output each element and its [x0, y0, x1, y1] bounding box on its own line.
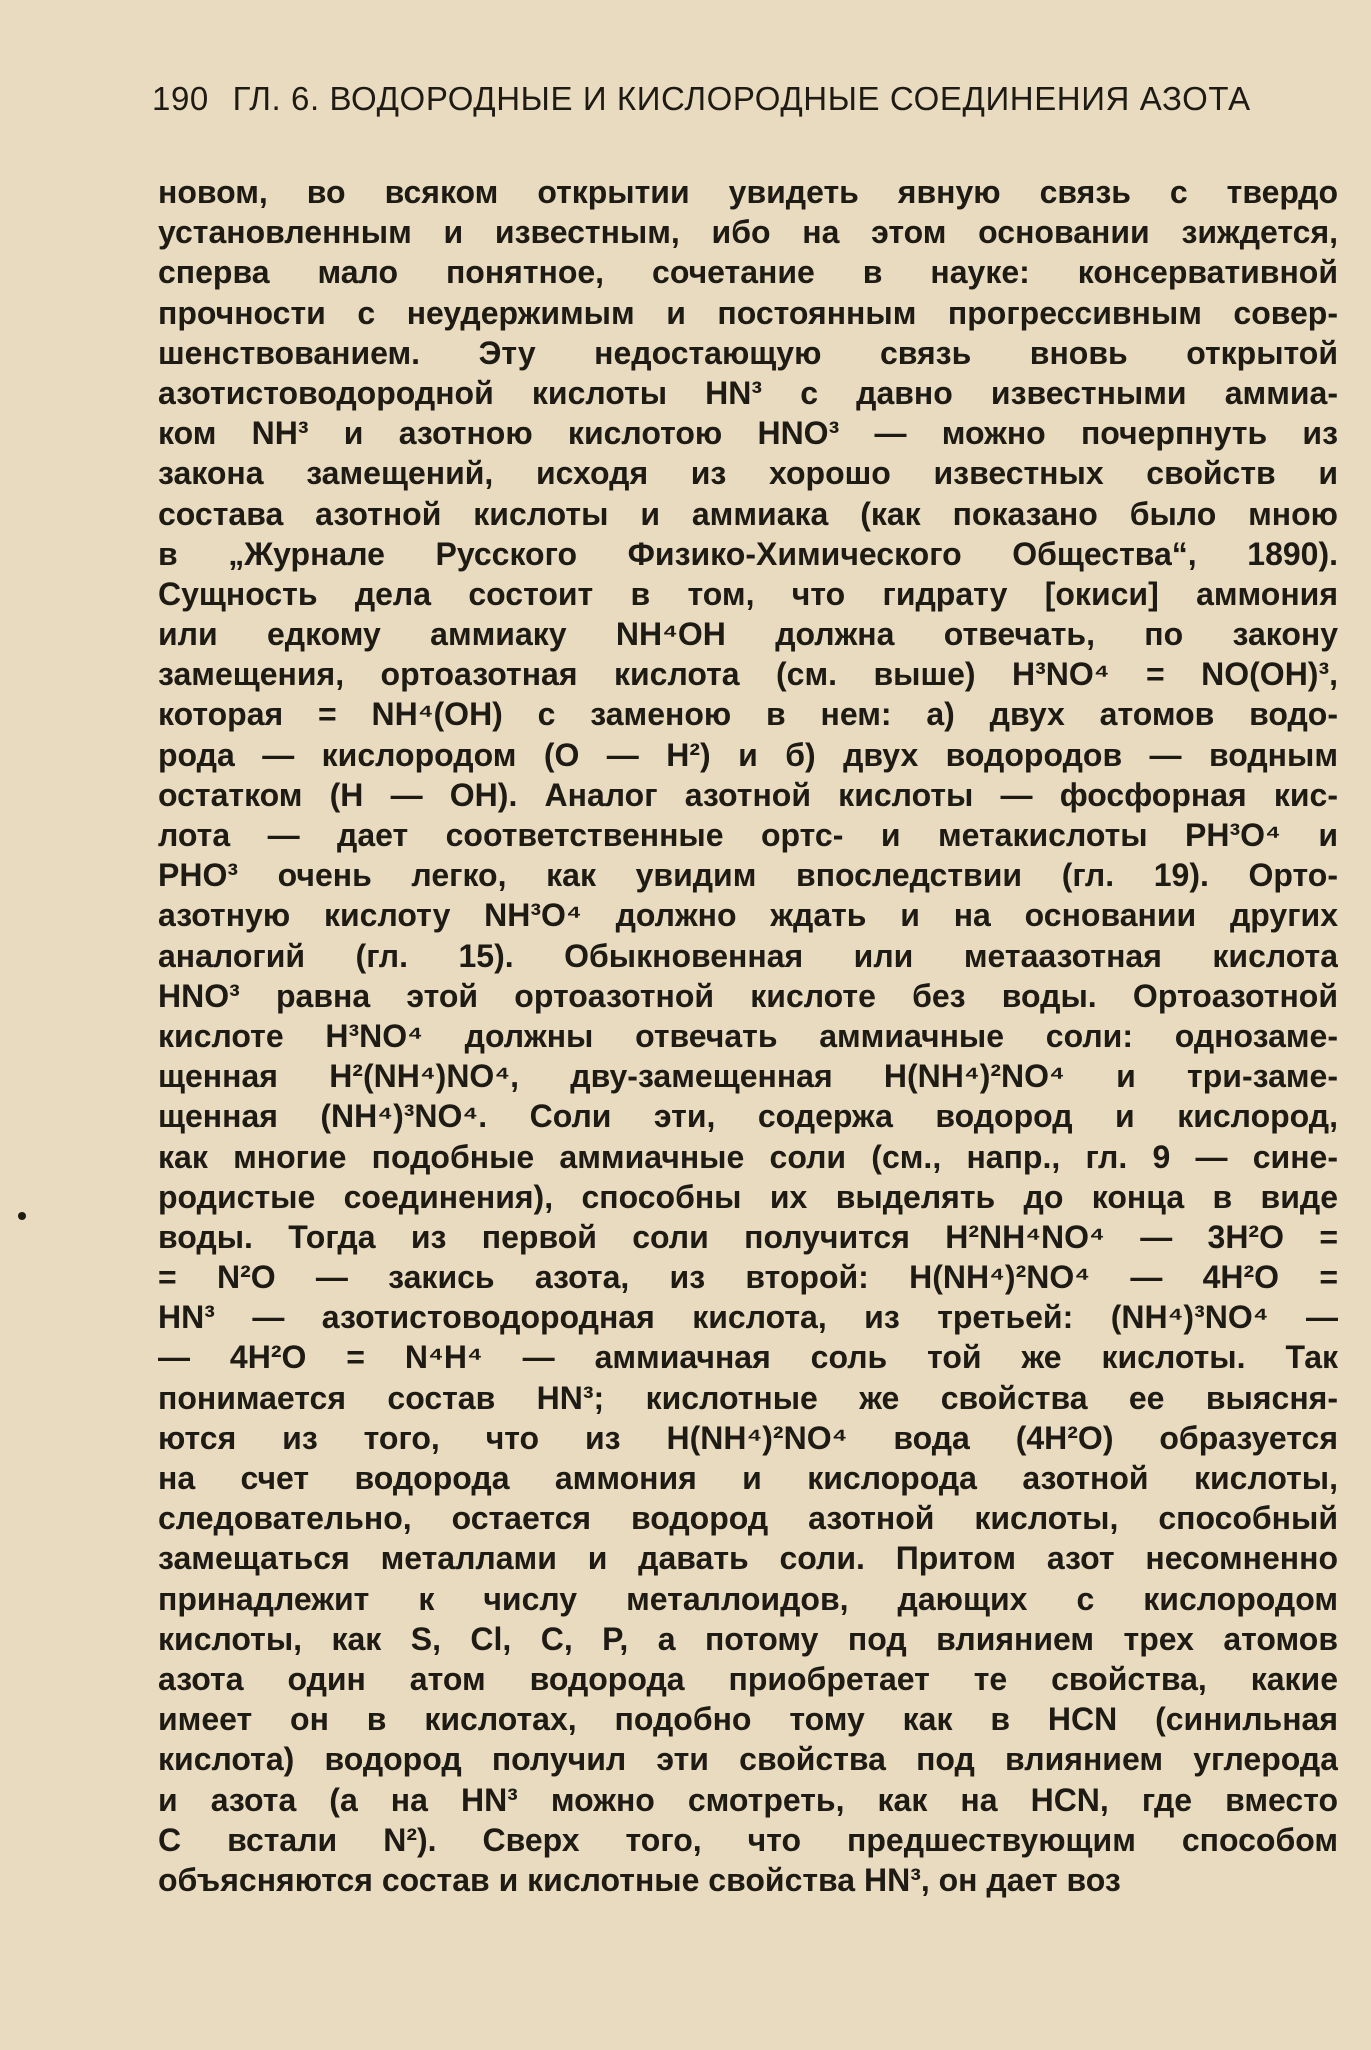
- text-line: прочности с неудержимым и постоянным прогрессивным совер-: [158, 294, 1338, 331]
- text-line: Сущность дела состоит в том, что гидрату [окиси] аммония: [158, 575, 1338, 612]
- text-line: родистые соединения), способны их выделять до конца в виде: [158, 1178, 1338, 1215]
- text-line: или едкому аммиаку NH⁴OH должна отвечать, по закону: [158, 616, 1338, 653]
- text-line: сперва мало понятное, сочетание в науке: консервативной: [158, 254, 1338, 291]
- text-line: шенствованием. Эту недостающую связь вновь открытой: [158, 334, 1338, 371]
- text-line: в „Журнале Русского Физико-Химического Общества“, 1890).: [158, 535, 1338, 572]
- text-line: щенная (NH⁴)³NO⁴. Соли эти, содержа водород и кислород,: [158, 1098, 1338, 1135]
- text-line: понимается состав HN³; кислотные же свойства ее выясня-: [158, 1379, 1338, 1416]
- text-line: кислоты, как S, Cl, C, P, а потому под влиянием трех атомов: [158, 1620, 1338, 1657]
- text-line: HN³ — азотистоводородная кислота, из третьей: (NH⁴)³NO⁴ —: [158, 1299, 1338, 1336]
- text-line: закона замещений, исходя из хорошо известных свойств и: [158, 455, 1338, 492]
- text-line: = N²O — закись азота, из второй: H(NH⁴)²NO⁴ — 4H²O =: [158, 1259, 1338, 1296]
- text-line: объясняются состав и кислотные свойства HN³, он дает воз: [158, 1861, 1121, 1898]
- text-line: — 4H²O = N⁴H⁴ — аммиачная соль той же кислоты. Так: [158, 1339, 1338, 1376]
- text-line: C встали N²). Сверх того, что предшествующим способом: [158, 1821, 1338, 1858]
- page-header: [152, 80, 1337, 118]
- margin-dot: [18, 1212, 26, 1220]
- text-line: рода — кислородом (O — H²) и б) двух водородов — водным: [158, 736, 1338, 773]
- text-line: аналогий (гл. 15). Обыкновенная или метаазотная кислота: [158, 937, 1338, 974]
- text-line: остатком (H — OH). Аналог азотной кислоты — фосфорная кис-: [158, 776, 1338, 813]
- text-line: воды. Тогда из первой соли получится H²NH⁴NO⁴ — 3H²O =: [158, 1218, 1338, 1255]
- text-line: которая = NH⁴(OH) с заменою в нем: а) двух атомов водо-: [158, 696, 1338, 733]
- text-line: состава азотной кислоты и аммиака (как показано было мною: [158, 495, 1338, 532]
- text-line: новом, во всяком открытии увидеть явную связь с твердо: [158, 174, 1338, 210]
- text-line: азотную кислоту NH³O⁴ должно ждать и на основании других: [158, 897, 1338, 934]
- text-line: азота один атом водорода приобретает те свойства, какие: [158, 1660, 1338, 1697]
- text-line: азотистоводородной кислоты HN³ с давно известными аммиа-: [158, 374, 1338, 411]
- text-line: следовательно, остается водород азотной кислоты, способный: [158, 1500, 1338, 1537]
- page-number: 190: [152, 80, 209, 117]
- text-line: на счет водорода аммония и кислорода азотной кислоты,: [158, 1460, 1338, 1496]
- text-line: HNO³ равна этой ортоазотной кислоте без воды. Ортоазотной: [158, 977, 1338, 1014]
- text-line: и азота (а на HN³ можно смотреть, как на HCN, где вместо: [158, 1781, 1338, 1818]
- running-title: ГЛ. 6. ВОДОРОДНЫЕ И КИСЛОРОДНЫЕ СОЕДИНЕНИЯ АЗОТА: [232, 80, 1251, 117]
- text-line: ком NH³ и азотною кислотою HNO³ — можно почерпнуть из: [158, 415, 1338, 452]
- text-line: замещения, ортоазотная кислота (см. выше) H³NO⁴ = NO(OH)³,: [158, 656, 1338, 693]
- text-line: щенная H²(NH⁴)NO⁴, дву-замещенная H(NH⁴)²NO⁴ и три-заме-: [158, 1058, 1338, 1095]
- text-line: ются из того, что из H(NH⁴)²NO⁴ вода (4H²O) образуется: [158, 1419, 1338, 1456]
- text-line: лота — дает соответственные ортс- и метакислоты PH³O⁴ и: [158, 817, 1338, 853]
- text-line: установленным и известным, ибо на этом основании зиждется,: [158, 214, 1338, 251]
- text-line: замещаться металлами и давать соли. Притом азот несомненно: [158, 1540, 1338, 1577]
- text-line: имеет он в кислотах, подобно тому как в HCN (синильная: [158, 1701, 1338, 1738]
- text-line: принадлежит к числу металлоидов, дающих с кислородом: [158, 1580, 1338, 1617]
- text-line: кислота) водород получил эти свойства под влиянием углерода: [158, 1741, 1338, 1778]
- body-text: [158, 172, 1338, 1900]
- text-line: PHO³ очень легко, как увидим впоследствии (гл. 19). Орто-: [158, 857, 1338, 894]
- text-line: как многие подобные аммиачные соли (см., напр., гл. 9 — сине-: [158, 1138, 1338, 1175]
- text-line: кислоте H³NO⁴ должны отвечать аммиачные соли: однозаме-: [158, 1017, 1338, 1054]
